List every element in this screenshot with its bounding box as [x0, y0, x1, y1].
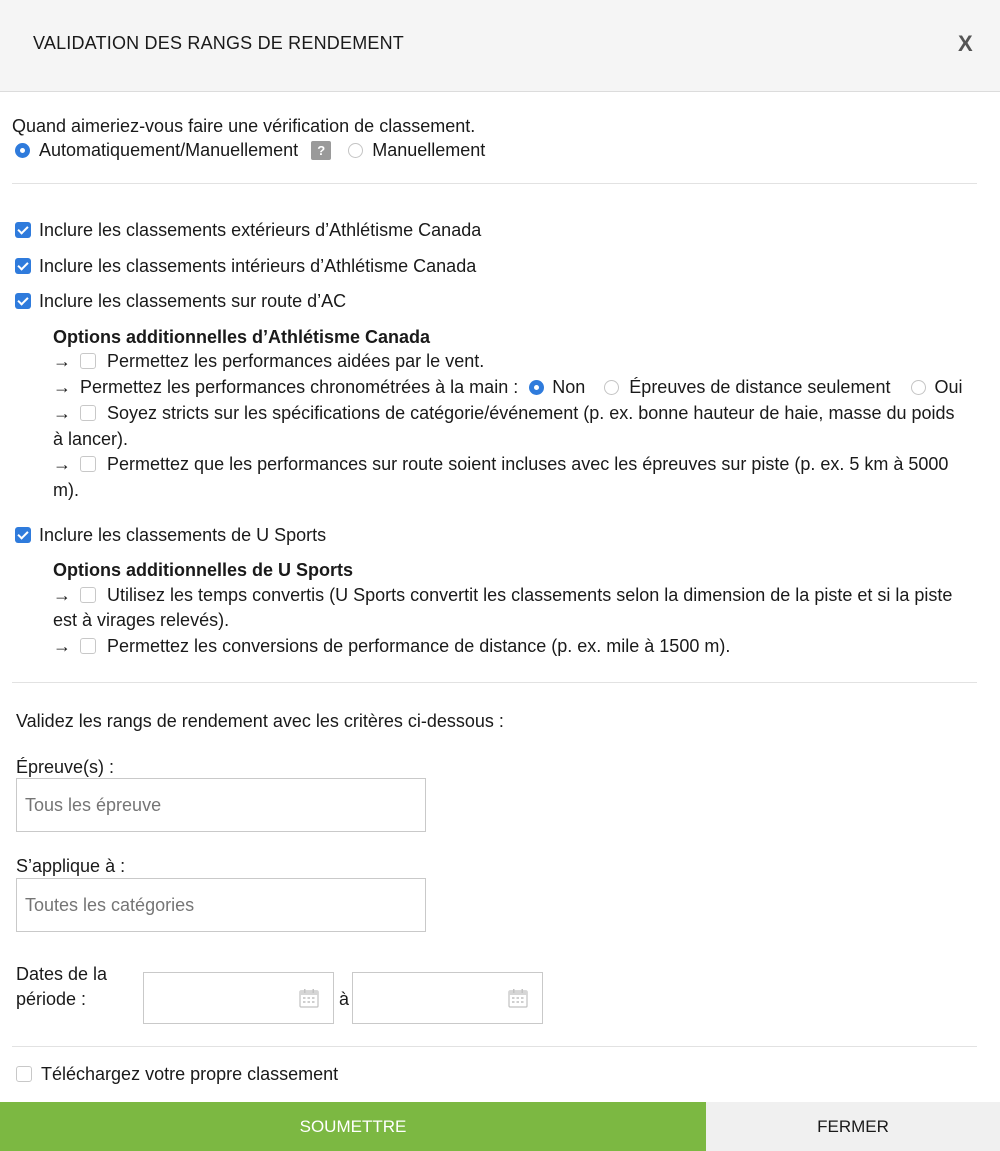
usports-distance-checkbox[interactable] [80, 638, 96, 654]
include-road-row [15, 289, 346, 313]
include-outdoor-checkbox[interactable] [15, 222, 31, 238]
upload-label: Téléchargez votre propre classement [41, 1064, 339, 1084]
arrow-icon: → [53, 377, 71, 397]
usports-converted-row [53, 583, 952, 607]
arrow-icon: → [53, 636, 71, 656]
divider [12, 1046, 977, 1047]
ac-hand-timed-row [53, 375, 963, 399]
usports-converted-label: Utilisez les temps convertis (U Sports convertit les classements selon la dimension de la piste et si la piste [107, 585, 953, 605]
ac-hand-timed-label: Permettez les performances chronométrées à la main : [80, 377, 519, 397]
include-indoor-checkbox[interactable] [15, 258, 31, 274]
include-usports-row [15, 523, 326, 547]
include-indoor-label: Inclure les classements intérieurs d’Athlétisme Canada [39, 256, 477, 276]
applies-label: S’applique à : [16, 856, 126, 876]
modal-title: VALIDATION DES RANGS DE RENDEMENT [33, 33, 404, 53]
ac-strict-label: Soyez stricts sur les spécifications de catégorie/événement (p. ex. bonne hauteur de haie, masse du poids [107, 403, 955, 423]
dates-label-line2: période : [16, 989, 87, 1009]
arrow-icon: → [53, 585, 71, 605]
include-usports-label: Inclure les classements de U Sports [39, 525, 327, 545]
hand-timed-oui-radio[interactable] [911, 380, 926, 395]
hand-timed-non-radio[interactable] [529, 380, 544, 395]
usports-options-heading: Options additionnelles de U Sports [53, 560, 354, 580]
radio-auto[interactable] [15, 143, 30, 158]
applies-input[interactable] [16, 878, 426, 932]
hand-timed-oui-label: Oui [934, 377, 963, 397]
close-icon[interactable]: X [958, 31, 973, 56]
ac-wind-label: Permettez les performances aidées par le vent. [107, 351, 485, 371]
ac-wind-row [53, 349, 484, 373]
radio-auto-label: Automatiquement/Manuellement [39, 140, 299, 160]
dates-to-label: à [339, 989, 350, 1009]
include-road-checkbox[interactable] [15, 293, 31, 309]
radio-manual[interactable] [348, 143, 363, 158]
timing-question: Quand aimeriez-vous faire une vérification de classement. [12, 116, 476, 136]
hand-timed-distance-radio[interactable] [604, 380, 619, 395]
include-usports-checkbox[interactable] [15, 527, 31, 543]
include-outdoor-label: Inclure les classements extérieurs d’Athlétisme Canada [39, 220, 482, 240]
date-to-input[interactable] [352, 972, 543, 1024]
dates-label-line1: Dates de la [16, 964, 108, 984]
hand-timed-non-label: Non [552, 377, 586, 397]
submit-button[interactable]: SOUMETTRE [0, 1102, 706, 1151]
divider [12, 183, 977, 184]
ac-wind-checkbox[interactable] [80, 353, 96, 369]
divider [12, 682, 977, 683]
arrow-icon: → [53, 454, 71, 474]
close-button[interactable]: FERMER [706, 1102, 1000, 1151]
arrow-icon: → [53, 351, 71, 371]
modal-header [0, 0, 1000, 92]
radio-manual-label: Manuellement [372, 140, 486, 160]
usports-distance-row [53, 634, 730, 658]
ac-road-checkbox[interactable] [80, 456, 96, 472]
calendar-icon [299, 988, 319, 1008]
events-label: Épreuve(s) : [16, 757, 115, 777]
timing-options [15, 138, 485, 162]
include-road-label: Inclure les classements sur route d’AC [39, 291, 347, 311]
ac-strict-row [53, 401, 955, 425]
criteria-intro: Validez les rangs de rendement avec les critères ci-dessous : [16, 711, 504, 731]
arrow-icon: → [53, 403, 71, 423]
hand-timed-distance-label: Épreuves de distance seulement [629, 377, 891, 397]
ac-strict-checkbox[interactable] [80, 405, 96, 421]
help-icon[interactable]: ? [311, 141, 331, 160]
upload-checkbox[interactable] [16, 1066, 32, 1082]
upload-row [16, 1062, 338, 1086]
ac-road-label: Permettez que les performances sur route soient incluses avec les épreuves sur piste (p. ex. 5 km à 5000 [107, 454, 949, 474]
ac-strict-label-cont: à lancer). [53, 429, 129, 449]
ac-options-heading: Options additionnelles d’Athlétisme Canada [53, 327, 431, 347]
calendar-icon [508, 988, 528, 1008]
include-outdoor-row [15, 218, 481, 242]
ac-road-label-cont: m). [53, 480, 79, 500]
usports-distance-label: Permettez les conversions de performance de distance (p. ex. mile à 1500 m). [107, 636, 731, 656]
usports-converted-checkbox[interactable] [80, 587, 96, 603]
events-input[interactable] [16, 778, 426, 832]
usports-converted-label-cont: est à virages relevés). [53, 610, 230, 630]
ac-road-row [53, 452, 948, 476]
include-indoor-row [15, 254, 476, 278]
date-from-input[interactable] [143, 972, 334, 1024]
